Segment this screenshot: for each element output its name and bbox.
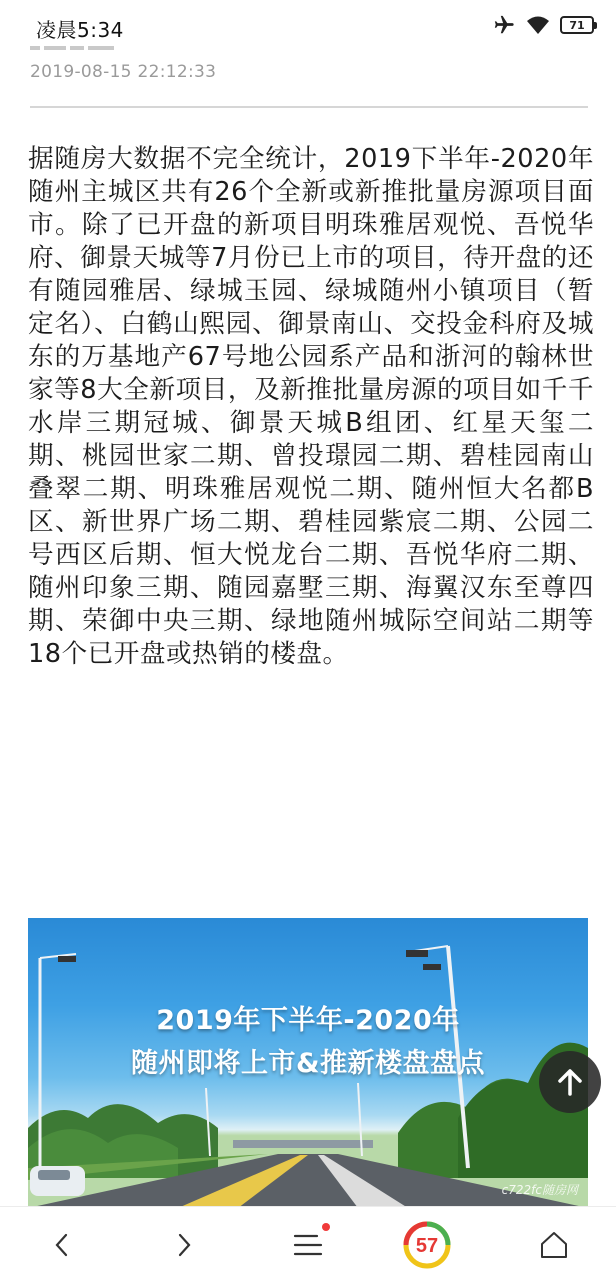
menu-button[interactable] bbox=[284, 1221, 332, 1269]
forward-icon bbox=[174, 1231, 194, 1259]
menu-icon bbox=[293, 1232, 323, 1258]
forward-button[interactable] bbox=[160, 1221, 208, 1269]
article-timestamp: 2019-08-15 22:12:33 bbox=[30, 62, 217, 82]
status-time: 凌晨5:34 bbox=[36, 18, 124, 42]
airplane-icon bbox=[492, 14, 516, 36]
back-button[interactable] bbox=[38, 1221, 86, 1269]
status-icons bbox=[492, 14, 594, 36]
scrolled-title-fragment bbox=[30, 42, 140, 52]
bottom-navigation-bar bbox=[0, 1206, 616, 1280]
banner-title-line2: 随州即将上市&推新楼盘盘点 bbox=[130, 1048, 486, 1079]
wifi-icon bbox=[526, 14, 550, 36]
back-icon bbox=[52, 1231, 72, 1259]
article-body: 据随房大数据不完全统计，2019下半年-2020年随州主城区共有26个全新或新推批量房源项目面市。除了已开盘的新项目明珠雅居观悦、吾悦华府、御景天城等7月份已上市的项目，待开盘的还有随园雅居、绿城玉园、绿城随州小镇项目（暂定名）、白鹤山熙园、御景南山、交投金科府及城东的万基地产67号地公园系产品和浙河的翰林世家等8大全新项目，及新推批量房源的项目如千千水岸三期冠城、御景天城B组团、红星天玺二期、桃园世家二期、曾投璟园二期、碧桂园南山叠翠二期、明珠雅居观悦二期、随州恒大名都B区、新世界广场二期、碧桂园紫宸二期、公园二号西区后期、恒大悦龙台二期、吾悦华府二期、随州印象三期、随园嘉墅三期、海翼汉东至尊四期、荣御中央三期、绿地随州城际空间站二期等18个已开盘或热销的楼盘。 bbox=[28, 144, 594, 669]
home-icon bbox=[538, 1229, 570, 1261]
app-logo-icon bbox=[403, 1221, 451, 1269]
app-logo-button[interactable] bbox=[403, 1221, 451, 1269]
notification-dot bbox=[322, 1223, 330, 1231]
home-button[interactable] bbox=[530, 1221, 578, 1269]
back-to-top-button[interactable] bbox=[539, 1051, 601, 1113]
article-banner-image[interactable] bbox=[28, 918, 588, 1208]
arrow-up-icon bbox=[555, 1067, 585, 1097]
app-logo-text: 57 bbox=[415, 1235, 439, 1257]
banner-watermark: c722fc随房网 bbox=[501, 1183, 578, 1197]
battery-level: 71 bbox=[569, 18, 585, 32]
banner-title-line1: 2019年下半年-2020年 bbox=[156, 1005, 460, 1036]
battery-icon bbox=[560, 16, 594, 34]
divider bbox=[30, 106, 588, 108]
